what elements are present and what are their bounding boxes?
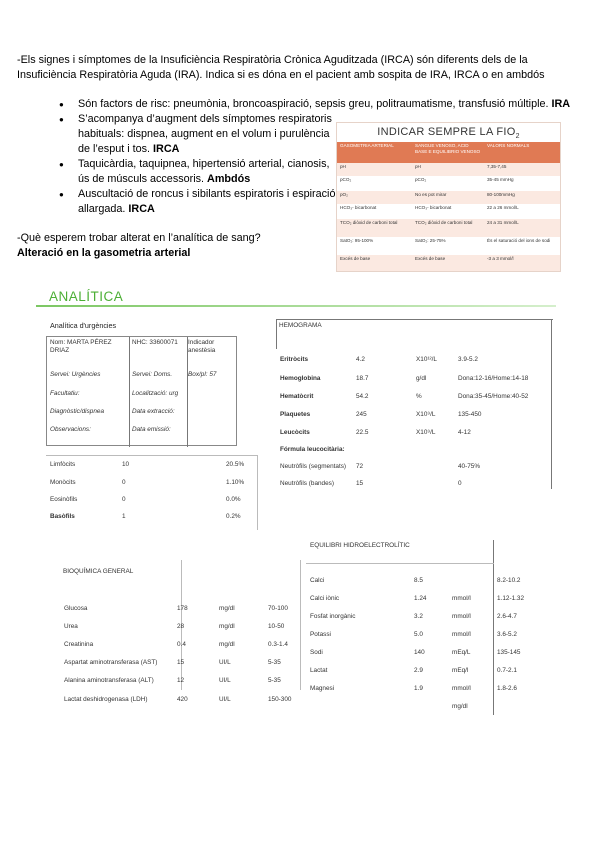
answer-2: Alteració en la gasometria arterial <box>17 247 191 259</box>
electrolits-title: EQUILIBRI HIDROELECTROLÍTIC <box>310 542 410 549</box>
electrolit-row-unit: mmol/l <box>452 613 471 620</box>
list-item: ● Són factors de risc: pneumònia, broncoaspiració, sepsis greu, politraumatisme, transfusió múltiple. IRA <box>78 97 600 112</box>
bioquimica-row-unit: UI/L <box>219 659 231 666</box>
bioquimica-row-unit: mg/dl <box>219 641 235 648</box>
section-title-analitica: ANALÍTICA <box>49 289 124 304</box>
electrolit-row-unit: mEq/l <box>452 667 469 674</box>
bioquimica-row-value: 420 <box>177 696 188 703</box>
formula-row-value: 0 <box>122 479 126 486</box>
bioquimica-row-value: 12 <box>177 677 185 684</box>
formula-row-name: Eosinòfils <box>50 496 78 503</box>
formula-label: Fórmula leucocitària: <box>280 446 345 453</box>
hemograma-row-ref: Dona:12-16/Home:14-18 <box>458 375 529 382</box>
hemograma-title: HEMOGRAMA <box>279 322 322 329</box>
electrolit-row-name: Magnesi <box>310 685 335 692</box>
electrolit-row-ref: 1.8-2.6 <box>497 685 517 692</box>
bioquimica-row-value: 28 <box>177 623 185 630</box>
bioquimica-row-value: 15 <box>177 659 185 666</box>
patient-name: Nom: MARTA PÉREZ DRIAZ <box>50 339 112 354</box>
patient-service: Servei: Urgències <box>50 371 101 378</box>
formula-row-pct: 0.0% <box>226 496 241 503</box>
bioquimica-row-ref: 70-100 <box>268 605 288 612</box>
bioquimica-row-ref: 10-50 <box>268 623 285 630</box>
patient-emission-date: Data emissió: <box>132 426 171 433</box>
electrolit-row-unit: mg/dl <box>452 703 468 710</box>
patient-service2: Servei: Doms. <box>132 371 173 378</box>
electrolit-row-ref: 135-145 <box>497 649 521 656</box>
gasometry-table-title: INDICAR SEMPRE LA $FIO_2$ <box>337 123 560 142</box>
electrolit-row-unit: mmol/l <box>452 685 471 692</box>
hemograma-row-unit: X10⁹/L <box>416 429 436 436</box>
bioquimica-row-name: Creatinina <box>64 641 94 648</box>
patient-observations: Observacions: <box>50 426 91 433</box>
bioquimica-row-unit: mg/dl <box>219 605 235 612</box>
list-item: ● Auscultació de roncus i sibilants espiratoris i espiració allargada. IRCA <box>78 187 338 217</box>
bioquimica-row-ref: 150-300 <box>268 696 292 703</box>
patient-nhc: NHC: 33600071 <box>132 339 178 346</box>
hemograma-row-unit: X10⁹/L <box>416 411 436 418</box>
neutro-row-ref: 0 <box>458 480 462 487</box>
electrolit-row-unit: mEq/L <box>452 649 471 656</box>
formula-row-name: Monòcits <box>50 479 76 486</box>
bioquimica-row-name: Urea <box>64 623 78 630</box>
hemograma-row-unit: % <box>416 393 422 400</box>
formula-row-value: 10 <box>122 461 130 468</box>
bioquimica-row-unit: UI/L <box>219 677 231 684</box>
electrolit-row-name: Sodi <box>310 649 323 656</box>
table-row: pH pH 7,35-7,45 <box>337 163 560 176</box>
electrolit-row-ref: 2.6-4.7 <box>497 613 517 620</box>
hemograma-row-value: 18.7 <box>356 375 369 382</box>
electrolit-row-value: 3.2 <box>414 613 423 620</box>
hemograma-row-name: Eritròcits <box>280 356 309 363</box>
electrolit-row-ref: 3.6-5.2 <box>497 631 517 638</box>
bioquimica-row-name: Lactat deshidrogenasa (LDH) <box>64 696 148 703</box>
patient-diagnosis: Diagnòstic/dispnea <box>50 408 104 415</box>
table-row: pCO₂ pCO₂ 35-45 mmHg <box>337 176 560 191</box>
electrolit-row-unit: mmol/l <box>452 595 471 602</box>
bioquimica-row-unit: UI/L <box>219 696 231 703</box>
intro-question: -Els signes i símptomes de la Insuficiència Respiratòria Crònica Aguditzada (IRCA) són diferents dels de la Insuficiència Respiratòria Aguda (IRA). Indica si es dóna en el pacient amb sospita de IRA, IRCA o en ambdós <box>17 54 545 81</box>
neutro-row-value: 15 <box>356 480 364 487</box>
electrolit-row-name: Calci <box>310 577 325 584</box>
electrolit-row-ref: 1.12-1.32 <box>497 595 525 602</box>
formula-row-name: Basòfils <box>50 513 75 520</box>
hemograma-row-name: Plaquetes <box>280 411 311 418</box>
table-row: Excés de base Excés de base -3 a 3 mmol/l <box>337 255 560 271</box>
table-row: HCO₃- bicarbonat HCO₃- bicarbonat 22 a 26 mmol/L <box>337 204 560 219</box>
bioquimica-row-ref: 5-35 <box>268 659 281 666</box>
patient-indicator: Indicador anestèsia <box>188 339 216 354</box>
list-item: ● Taquicàrdia, taquipnea, hipertensió arterial, cianosis, ús de músculs accessoris. Ambdós <box>78 157 338 187</box>
electrolit-row-value: 8.5 <box>414 577 423 584</box>
electrolit-row-ref: 0.7-2.1 <box>497 667 517 674</box>
electrolit-row-name: Lactat <box>310 667 328 674</box>
table-row: SatO₂: 95-100% SatO₂: 25-75% És el saturació del ions de sodi <box>337 237 560 255</box>
electrolit-row-ref: 8.2-10.2 <box>497 577 521 584</box>
bioquimica-row-ref: 5-35 <box>268 677 281 684</box>
patient-extraction-date: Data extracció: <box>132 408 175 415</box>
electrolit-row-value: 1.9 <box>414 685 423 692</box>
patient-location: Localització: urg <box>132 390 179 397</box>
list-item: ● S’acompanya d’augment dels símptomes respiratoris habituals: dispnea, augment en el volum i purulència de l’esput i tos. IRCA <box>78 112 338 157</box>
neutro-row-ref: 40-75% <box>458 463 481 470</box>
bioquimica-row-name: Alanina aminotransferasa (ALT) <box>64 677 154 684</box>
gasometry-table <box>336 122 561 272</box>
patient-doctor: Facultatiu: <box>50 390 80 397</box>
hemograma-row-value: 4.2 <box>356 356 365 363</box>
neutro-row-value: 72 <box>356 463 364 470</box>
bioquimica-row-unit: mg/dl <box>219 623 235 630</box>
hemograma-row-ref: Dona:35-45/Home:40-52 <box>458 393 529 400</box>
electrolit-row-value: 140 <box>414 649 425 656</box>
electrolit-row-value: 2.9 <box>414 667 423 674</box>
electrolit-row-unit: mmol/l <box>452 631 471 638</box>
formula-row-value: 0 <box>122 496 126 503</box>
hemograma-row-unit: g/dl <box>416 375 427 382</box>
question-2: -Què esperem trobar alterat en l’analítica de sang? <box>17 232 261 244</box>
patient-box-heading: Analítica d'urgències <box>50 321 117 330</box>
neutro-row-name: Neutròfils (bandes) <box>280 480 334 487</box>
bioquimica-row-name: Glucosa <box>64 605 88 612</box>
bioquimica-title: BIOQUÍMICA GENERAL <box>63 568 134 575</box>
hemograma-row-name: Hematòcrit <box>280 393 314 400</box>
patient-box-number: Box/pl: 57 <box>188 371 217 378</box>
gasometry-table-header: GASOMETRIA ARTERIAL SANGUE VENOSO, ACID BASE E EQUILIBRIO VENOSO VALORS NORMALS <box>337 142 560 163</box>
formula-row-pct: 20.5% <box>226 461 245 468</box>
hemograma-row-unit: X10¹²/L <box>416 356 437 363</box>
formula-row-pct: 0.2% <box>226 513 241 520</box>
electrolit-row-name: Calci iònic <box>310 595 340 602</box>
electrolit-row-name: Potassi <box>310 631 331 638</box>
electrolit-row-value: 5.0 <box>414 631 423 638</box>
bioquimica-row-value: 178 <box>177 605 188 612</box>
formula-row-value: 1 <box>122 513 126 520</box>
hemograma-row-name: Leucòcits <box>280 429 310 436</box>
table-row: pO₂ No es pot mirar 80-100mmHg <box>337 191 560 204</box>
hemograma-row-ref: 3.9-5.2 <box>458 356 478 363</box>
electrolit-row-value: 1.24 <box>414 595 427 602</box>
table-row: TCO₂ diòxid de carboni total TCO₂ diòxid de carboni total 24 a 31 mmol/L <box>337 219 560 237</box>
neutro-row-name: Neutròfils (segmentats) <box>280 463 347 470</box>
hemograma-row-ref: 4-12 <box>458 429 471 436</box>
section-divider <box>36 305 556 307</box>
formula-row-pct: 1.10% <box>226 479 245 486</box>
bioquimica-row-ref: 0.3-1.4 <box>268 641 288 648</box>
hemograma-row-ref: 135-450 <box>458 411 482 418</box>
hemograma-row-name: Hemoglobina <box>280 375 321 382</box>
hemograma-row-value: 54.2 <box>356 393 369 400</box>
electrolit-row-name: Fosfat inorgànic <box>310 613 356 620</box>
hemograma-row-value: 22.5 <box>356 429 369 436</box>
bioquimica-row-name: Aspartat aminotransferasa (AST) <box>64 659 158 666</box>
formula-row-name: Limfòcits <box>50 461 76 468</box>
hemograma-row-value: 245 <box>356 411 367 418</box>
bioquimica-row-value: 0.4 <box>177 641 186 648</box>
